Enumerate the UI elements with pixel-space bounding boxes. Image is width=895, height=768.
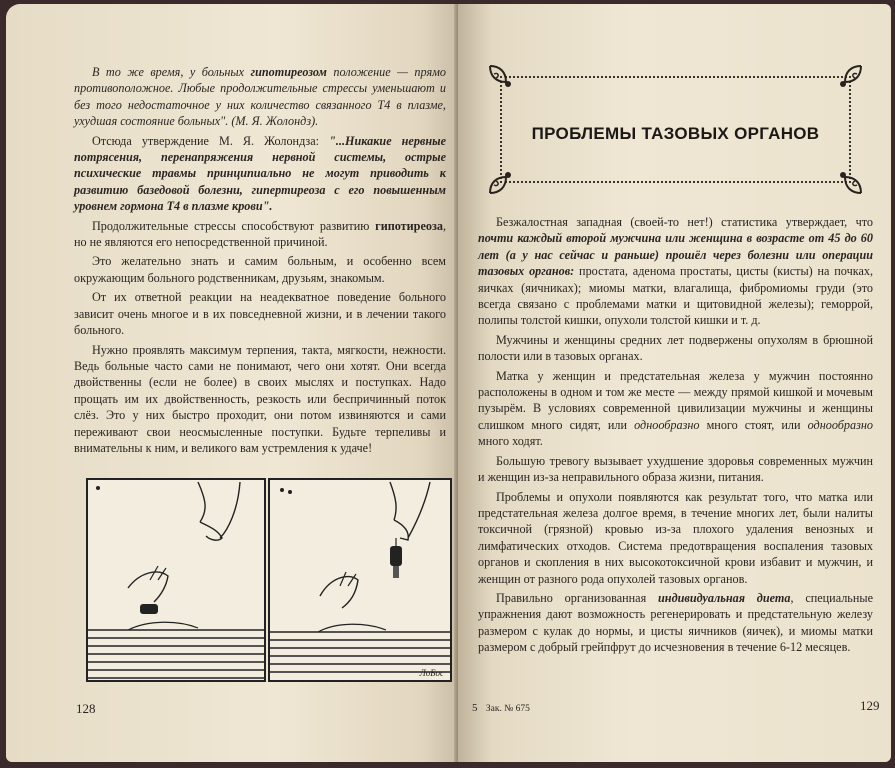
- paragraph: [478, 368, 873, 450]
- text-run: , но не являются его непосредственной причиной.: [74, 218, 446, 250]
- text-run: В то же время, у больных: [92, 65, 251, 79]
- chapter-title-frame: [478, 62, 873, 197]
- book-spread: [6, 4, 891, 764]
- text-run: индивидуальная диета: [658, 590, 791, 605]
- corner-ornament-icon: [829, 161, 865, 197]
- text-run: , специальные упражнения дают возможность регенерировать и предстательную железу размером с кулак до нормы, и цисты яичников (яичек), и миомы матки размером с добрый грейпфрут до исчезновения в течение 6-12 месяцев.: [478, 590, 873, 655]
- paragraph: [74, 218, 446, 251]
- text-run: почти каждый второй мужчина или женщина в возрасте от 45 до 60 лет (а у нас сейчас и раньше) прошёл через болезни или операции тазовых органов:: [478, 231, 873, 279]
- text-run: 4: [384, 97, 391, 112]
- right-page-text: [478, 214, 873, 659]
- text-run: Это желательно знать и самим больным, и особенно всем окружающим больного родственникам, друзьям, знакомым.: [74, 254, 446, 285]
- text-run: Большую тревогу вызывает ухудшение здоровья современных мужчин и женщин из-за неправильного образа жизни, питания.: [478, 453, 873, 485]
- paragraph: [478, 214, 873, 329]
- paragraph: [74, 342, 446, 457]
- paragraph: [478, 590, 873, 656]
- printer-note: [472, 702, 530, 714]
- paragraph: [478, 489, 873, 587]
- left-page: [6, 4, 458, 762]
- text-run: "...Никакие нервные потрясения, перенапряжения нервной системы, острые психические травмы принципиально не могут приводить к развитию базедовой болезни, гипертиреоза с его повышенным уровнем гормона Т4 в плазме крови".: [74, 133, 447, 214]
- illustration-hand: [86, 478, 266, 682]
- signature-mark: 5: [472, 702, 478, 714]
- text-run: много стоят, или: [699, 417, 808, 432]
- text-run: простата, аденома простаты, цисты (кисты) на почках, яичках (яичниках); миомы матки, влагалища, фибромиомы груди (это всегда связано с проблемами матки и щитовидной железы); геморрой, полипы толстой кишки, опухоли толстой кишки и т. д.: [478, 264, 873, 328]
- hand-drawing-icon: [88, 480, 264, 680]
- corner-ornament-icon: [486, 161, 522, 197]
- text-run: однообразно: [807, 417, 873, 432]
- paragraph: [74, 64, 446, 130]
- paragraph: [478, 332, 873, 365]
- text-run: Матка у женщин и предстательная железа у мужчин постоянно расположены в одном и том же месте — между прямой кишкой и мочевым пузырём. В условиях современной цивилизации мужчины и женщины слишком много сидят, или: [478, 368, 873, 432]
- text-run: гипотиреоза: [375, 218, 443, 233]
- corner-ornament-icon: [829, 62, 865, 98]
- paragraph: [74, 133, 446, 215]
- text-run: Безжалостная западная (своей-то нет!) статистика утверждает, что: [496, 215, 873, 229]
- corner-ornament-icon: [486, 62, 522, 98]
- paragraph: [478, 453, 873, 486]
- text-run: Правильно организованная: [496, 590, 659, 605]
- text-run: положение — прямо противоположное. Любые продолжительные стрессы уменьшают и без того недостаточное у них количество связанного Т: [74, 65, 446, 112]
- hand-with-watch-icon: [270, 480, 450, 680]
- paragraph: [74, 253, 446, 286]
- text-run: От их ответной реакции на неадекватное поведение больного зависит очень многое и в их повседневной жизни, и в лечении такого больного.: [74, 290, 446, 338]
- text-run: Мужчины и женщины средних лет подвержены опухолям в брюшной полости или в тазовых органах.: [478, 332, 873, 364]
- text-run: много ходят.: [478, 434, 543, 449]
- text-run: гипотиреозом: [250, 65, 327, 79]
- artist-signature: ЛоБос: [419, 668, 444, 678]
- text-run: Отсюда утверждение М. Я. Жолондза:: [92, 133, 330, 148]
- order-number: Зак. № 675: [485, 704, 530, 714]
- illustration-hand-with-watch: [268, 478, 452, 682]
- text-run: Продолжительные стрессы способствуют развитию: [92, 218, 376, 233]
- text-run: Проблемы и опухоли появляются как результат того, что матка или предстательная железа долгое время, в течение многих лет, были налиты токсичной (грязной) кровью из-за плохого удаления венозных и лимфатических отходов. Система предотвращения воспаления тазовых органов и скопления в них высокотоксичной крови избавит и мужчин, и женщин от разного рода опухолей тазовых органов.: [478, 489, 873, 586]
- left-page-text: [74, 64, 446, 459]
- paragraph: [74, 289, 446, 338]
- text-run: в плазме, ухудшая состояние больных". (М. Я. Жолондз).: [74, 97, 446, 129]
- page-number-right: 129: [860, 698, 880, 713]
- text-run: Нужно проявлять максимум терпения, такта, мягкости, нежности. Ведь больные часто сами не понимают, чего они хотят. Они всегда двойственны (если не более) в своих мыслях и поступках. Надо прощать им их двойственность, резкость или беспричинный поток слёз. Это у них быстро проходит, они потом извиняются и сами переживают свои неосмысленные поступки. Будьте терпеливы и внимательны к ним, и великого вам устремления к удаче!: [74, 342, 446, 455]
- chapter-title: ПРОБЛЕМЫ ТАЗОВЫХ ОРГАНОВ: [531, 124, 820, 143]
- text-run: однообразно: [634, 417, 700, 432]
- right-page: [458, 4, 891, 762]
- page-number-left: 128: [76, 701, 96, 716]
